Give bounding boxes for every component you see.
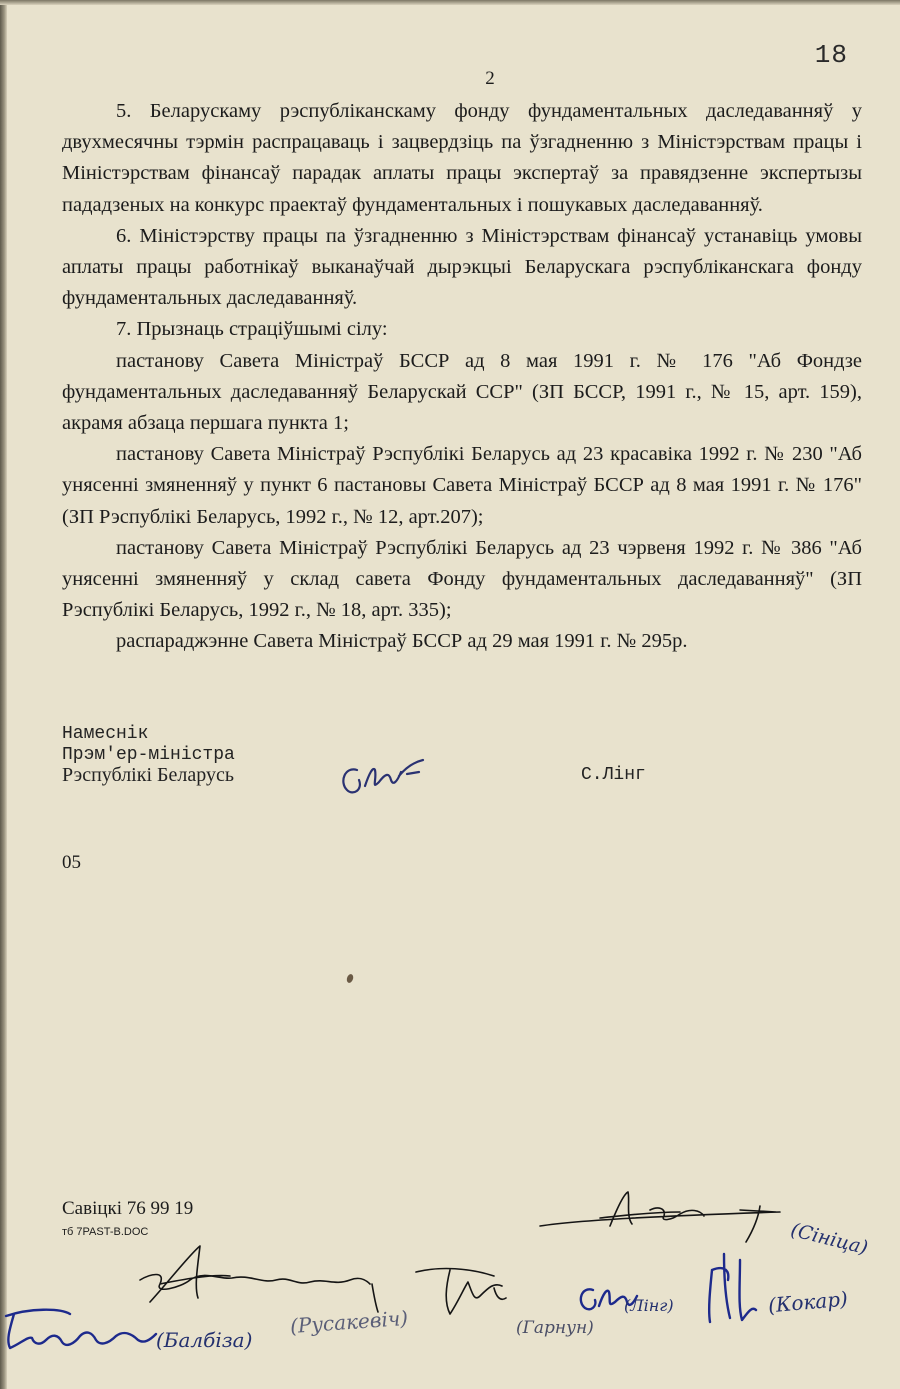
- visa-label-sinitsa: (Сініца): [788, 1218, 871, 1260]
- visa-signature-rusakevich: [120, 1240, 400, 1320]
- signatory-title-line-1: Намеснік: [62, 724, 149, 744]
- signer-name: С.Лінг: [581, 765, 646, 785]
- repeal-item-4: распараджэнне Савета Міністраў БССР ад 29 мая 1991 г. № 295р.: [116, 630, 688, 653]
- repeal-item-3: пастанову Савета Міністраў Рэспублікі Беларусь ад 23 чэрвеня 1992 г. № 386 "Аб унясенні змяненняў у склад савета Фонду фундаментальных даследаванняў" (ЗП Рэспублікі Беларусь, 1992 г., № 18, арт. 335);: [62, 536, 862, 622]
- body-text: [62, 96, 862, 658]
- visa-label-ling: (Лінг): [624, 1296, 674, 1315]
- page-number: 2: [485, 68, 495, 89]
- repeal-item-1: пастанову Савета Міністраў БССР ад 8 мая 1991 г. № 176 "Аб Фондзе фундаментальных даследаванняў Беларускай ССР" (ЗП БССР, 1991 г., № 15, арт. 159), акрамя абзаца першага пункта 1;: [62, 349, 862, 435]
- archive-page-number: 18: [814, 40, 848, 70]
- document-code: 05: [62, 852, 81, 873]
- executor-contact: Савіцкі 76 99 19: [62, 1198, 194, 1219]
- signatory-title-line-3: Рэспублікі Беларусь: [62, 764, 234, 786]
- visa-label-garkun: (Гарнун): [516, 1318, 594, 1338]
- page-top-edge: [0, 0, 900, 5]
- ink-spot: [346, 973, 355, 984]
- paragraph-item-7: 7. Прызнаць страціўшымі сілу:: [116, 318, 388, 341]
- signatory-title-line-2: Прэм'ер-міністра: [62, 745, 235, 765]
- page-edge-shadow: [0, 0, 7, 1389]
- visa-signature-balbiza: [0, 1300, 160, 1360]
- visa-signature-kokar: [700, 1240, 780, 1330]
- visa-label-rusakevich: (Русакевіч): [289, 1305, 409, 1339]
- visa-signature-garkun: [410, 1262, 520, 1322]
- file-reference: тб 7PAST-B.DOC: [62, 1226, 149, 1238]
- visa-label-kokar: (Кокар): [767, 1286, 849, 1318]
- visa-label-balbiza: (Балбіза): [156, 1328, 253, 1352]
- paragraph-item-6: 6. Міністэрству працы па ўзгадненню з Міністэрствам фінансаў устанавіць умовы аплаты працы работнікаў выканаўчай дырэкцыі Беларускага рэспубліканскага фонду фундаментальных даследаванняў.: [62, 224, 862, 310]
- repeal-item-2: пастанову Савета Міністраў Рэспублікі Беларусь ад 23 красавіка 1992 г. № 230 "Аб унясенні змяненняў у пункт 6 пастановы Савета Міністраў БССР ад 8 мая 1991 г. № 176" (ЗП Рэспублікі Беларусь, 1992 г., № 12, арт.207);: [62, 443, 862, 528]
- main-signature: [335, 752, 435, 802]
- paragraph-item-5: 5. Беларускаму рэспубліканскаму фонду фундаментальных даследаванняў у двухмесячны тэрмін распрацаваць і зацвердзіць па ўзгадненню з Міністэрствам працы і Міністэрствам фінансаў парадак аплаты працы экспертаў за правядзенне экспертызы пададзеных на конкурс праектаў фундаментальных і пошукавых даследаванняў.: [62, 100, 862, 216]
